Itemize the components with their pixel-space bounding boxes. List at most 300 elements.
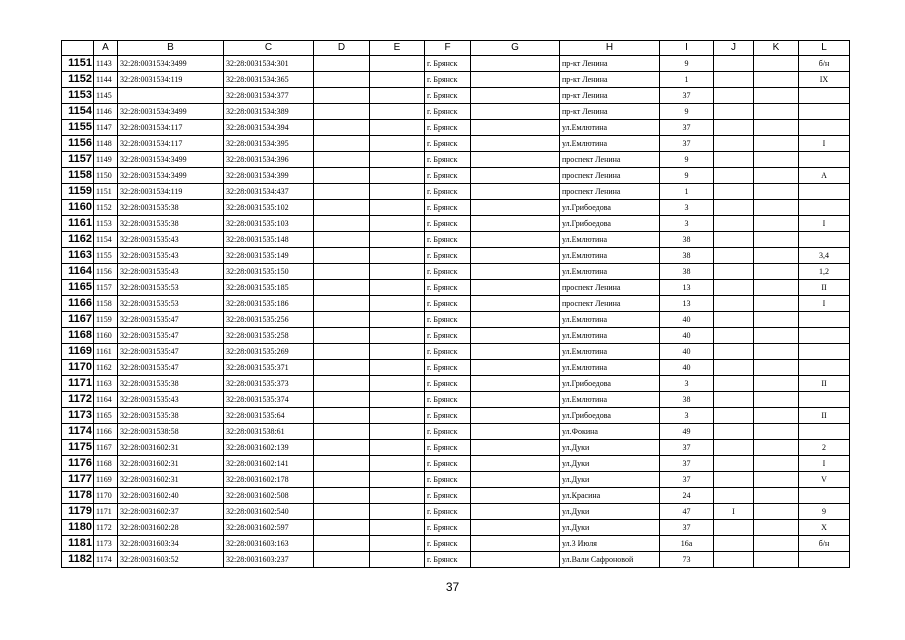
cell-h[interactable]: ул.Емлютина bbox=[560, 136, 660, 152]
cell-i[interactable]: 37 bbox=[660, 472, 714, 488]
cell-f[interactable]: г. Брянск bbox=[425, 296, 471, 312]
cell-e[interactable] bbox=[370, 536, 425, 552]
cell-g[interactable] bbox=[471, 88, 560, 104]
cell-f[interactable]: г. Брянск bbox=[425, 376, 471, 392]
row-number[interactable]: 1167 bbox=[62, 312, 94, 328]
cell-b[interactable]: 32:28:0031534:119 bbox=[118, 184, 224, 200]
cell-i[interactable]: 40 bbox=[660, 360, 714, 376]
cell-b[interactable]: 32:28:0031535:43 bbox=[118, 392, 224, 408]
cell-j[interactable] bbox=[714, 280, 754, 296]
cell-a[interactable]: 1167 bbox=[94, 440, 118, 456]
cell-e[interactable] bbox=[370, 344, 425, 360]
cell-g[interactable] bbox=[471, 120, 560, 136]
cell-c[interactable]: 32:28:0031535:269 bbox=[224, 344, 314, 360]
cell-l[interactable]: IX bbox=[799, 72, 850, 88]
row-number[interactable]: 1179 bbox=[62, 504, 94, 520]
cell-k[interactable] bbox=[754, 520, 799, 536]
cell-g[interactable] bbox=[471, 312, 560, 328]
cell-k[interactable] bbox=[754, 488, 799, 504]
cell-c[interactable]: 32:28:0031534:301 bbox=[224, 56, 314, 72]
cell-c[interactable]: 32:28:0031602:139 bbox=[224, 440, 314, 456]
column-header-g[interactable]: G bbox=[471, 41, 560, 56]
cell-f[interactable]: г. Брянск bbox=[425, 472, 471, 488]
cell-d[interactable] bbox=[314, 392, 370, 408]
cell-c[interactable]: 32:28:0031534:437 bbox=[224, 184, 314, 200]
cell-g[interactable] bbox=[471, 536, 560, 552]
cell-e[interactable] bbox=[370, 280, 425, 296]
cell-c[interactable]: 32:28:0031535:64 bbox=[224, 408, 314, 424]
cell-d[interactable] bbox=[314, 408, 370, 424]
row-number[interactable]: 1165 bbox=[62, 280, 94, 296]
cell-g[interactable] bbox=[471, 56, 560, 72]
cell-j[interactable] bbox=[714, 88, 754, 104]
cell-i[interactable]: 73 bbox=[660, 552, 714, 568]
cell-k[interactable] bbox=[754, 344, 799, 360]
cell-d[interactable] bbox=[314, 232, 370, 248]
cell-h[interactable]: ул.Дуки bbox=[560, 504, 660, 520]
cell-g[interactable] bbox=[471, 216, 560, 232]
cell-c[interactable]: 32:28:0031602:540 bbox=[224, 504, 314, 520]
cell-e[interactable] bbox=[370, 392, 425, 408]
cell-b[interactable]: 32:28:0031535:38 bbox=[118, 200, 224, 216]
cell-l[interactable] bbox=[799, 344, 850, 360]
cell-a[interactable]: 1143 bbox=[94, 56, 118, 72]
cell-a[interactable]: 1163 bbox=[94, 376, 118, 392]
cell-f[interactable]: г. Брянск bbox=[425, 264, 471, 280]
cell-a[interactable]: 1146 bbox=[94, 104, 118, 120]
cell-j[interactable] bbox=[714, 264, 754, 280]
cell-h[interactable]: ул.Красина bbox=[560, 488, 660, 504]
row-number[interactable]: 1153 bbox=[62, 88, 94, 104]
cell-c[interactable]: 32:28:0031534:377 bbox=[224, 88, 314, 104]
row-number[interactable]: 1155 bbox=[62, 120, 94, 136]
cell-l[interactable]: II bbox=[799, 408, 850, 424]
cell-d[interactable] bbox=[314, 104, 370, 120]
cell-d[interactable] bbox=[314, 360, 370, 376]
cell-g[interactable] bbox=[471, 184, 560, 200]
cell-h[interactable]: ул.Дуки bbox=[560, 472, 660, 488]
cell-b[interactable]: 32:28:0031535:43 bbox=[118, 248, 224, 264]
cell-e[interactable] bbox=[370, 520, 425, 536]
cell-d[interactable] bbox=[314, 120, 370, 136]
cell-a[interactable]: 1149 bbox=[94, 152, 118, 168]
cell-f[interactable]: г. Брянск bbox=[425, 152, 471, 168]
cell-b[interactable]: 32:28:0031535:47 bbox=[118, 312, 224, 328]
cell-a[interactable]: 1172 bbox=[94, 520, 118, 536]
row-number[interactable]: 1166 bbox=[62, 296, 94, 312]
cell-i[interactable]: 9 bbox=[660, 104, 714, 120]
cell-f[interactable]: г. Брянск bbox=[425, 312, 471, 328]
cell-b[interactable]: 32:28:0031603:34 bbox=[118, 536, 224, 552]
cell-k[interactable] bbox=[754, 88, 799, 104]
cell-d[interactable] bbox=[314, 520, 370, 536]
cell-f[interactable]: г. Брянск bbox=[425, 88, 471, 104]
cell-j[interactable] bbox=[714, 472, 754, 488]
cell-i[interactable]: 49 bbox=[660, 424, 714, 440]
cell-c[interactable]: 32:28:0031535:185 bbox=[224, 280, 314, 296]
cell-b[interactable]: 32:28:0031602:31 bbox=[118, 472, 224, 488]
cell-f[interactable]: г. Брянск bbox=[425, 344, 471, 360]
cell-d[interactable] bbox=[314, 328, 370, 344]
cell-g[interactable] bbox=[471, 72, 560, 88]
cell-i[interactable]: 1 bbox=[660, 184, 714, 200]
cell-k[interactable] bbox=[754, 216, 799, 232]
column-header-l[interactable]: L bbox=[799, 41, 850, 56]
cell-h[interactable]: ул.Емлютина bbox=[560, 120, 660, 136]
cell-h[interactable]: ул.Емлютина bbox=[560, 392, 660, 408]
cell-h[interactable]: ул.Емлютина bbox=[560, 232, 660, 248]
cell-a[interactable]: 1171 bbox=[94, 504, 118, 520]
cell-k[interactable] bbox=[754, 232, 799, 248]
cell-a[interactable]: 1154 bbox=[94, 232, 118, 248]
cell-i[interactable]: 37 bbox=[660, 88, 714, 104]
cell-a[interactable]: 1153 bbox=[94, 216, 118, 232]
cell-k[interactable] bbox=[754, 56, 799, 72]
cell-b[interactable]: 32:28:0031534:119 bbox=[118, 72, 224, 88]
cell-h[interactable]: проспект Ленина bbox=[560, 296, 660, 312]
row-number[interactable]: 1161 bbox=[62, 216, 94, 232]
cell-a[interactable]: 1169 bbox=[94, 472, 118, 488]
row-number[interactable]: 1154 bbox=[62, 104, 94, 120]
cell-f[interactable]: г. Брянск bbox=[425, 552, 471, 568]
cell-l[interactable]: I bbox=[799, 136, 850, 152]
cell-l[interactable] bbox=[799, 424, 850, 440]
cell-h[interactable]: пр-кт Ленина bbox=[560, 104, 660, 120]
cell-i[interactable]: 1 bbox=[660, 72, 714, 88]
cell-h[interactable]: ул.Фокина bbox=[560, 424, 660, 440]
cell-k[interactable] bbox=[754, 552, 799, 568]
cell-e[interactable] bbox=[370, 440, 425, 456]
cell-e[interactable] bbox=[370, 424, 425, 440]
cell-j[interactable] bbox=[714, 392, 754, 408]
row-number[interactable]: 1169 bbox=[62, 344, 94, 360]
cell-j[interactable] bbox=[714, 248, 754, 264]
cell-a[interactable]: 1165 bbox=[94, 408, 118, 424]
cell-k[interactable] bbox=[754, 504, 799, 520]
cell-a[interactable]: 1162 bbox=[94, 360, 118, 376]
cell-k[interactable] bbox=[754, 104, 799, 120]
cell-b[interactable]: 32:28:0031534:117 bbox=[118, 120, 224, 136]
column-header-d[interactable]: D bbox=[314, 41, 370, 56]
cell-a[interactable]: 1145 bbox=[94, 88, 118, 104]
cell-g[interactable] bbox=[471, 440, 560, 456]
cell-i[interactable]: 24 bbox=[660, 488, 714, 504]
cell-e[interactable] bbox=[370, 360, 425, 376]
cell-g[interactable] bbox=[471, 296, 560, 312]
cell-c[interactable]: 32:28:0031534:389 bbox=[224, 104, 314, 120]
cell-f[interactable]: г. Брянск bbox=[425, 360, 471, 376]
cell-b[interactable]: 32:28:0031534:3499 bbox=[118, 168, 224, 184]
cell-c[interactable]: 32:28:0031535:373 bbox=[224, 376, 314, 392]
cell-i[interactable]: 40 bbox=[660, 344, 714, 360]
row-number[interactable]: 1164 bbox=[62, 264, 94, 280]
cell-l[interactable]: 1,2 bbox=[799, 264, 850, 280]
cell-b[interactable]: 32:28:0031534:3499 bbox=[118, 152, 224, 168]
cell-b[interactable]: 32:28:0031602:37 bbox=[118, 504, 224, 520]
cell-d[interactable] bbox=[314, 344, 370, 360]
row-number[interactable]: 1158 bbox=[62, 168, 94, 184]
cell-h[interactable]: ул.Емлютина bbox=[560, 328, 660, 344]
cell-i[interactable]: 9 bbox=[660, 168, 714, 184]
cell-c[interactable]: 32:28:0031535:102 bbox=[224, 200, 314, 216]
cell-g[interactable] bbox=[471, 472, 560, 488]
cell-h[interactable]: ул.Вали Сафроновой bbox=[560, 552, 660, 568]
column-header-j[interactable]: J bbox=[714, 41, 754, 56]
cell-l[interactable] bbox=[799, 88, 850, 104]
cell-g[interactable] bbox=[471, 408, 560, 424]
cell-l[interactable] bbox=[799, 360, 850, 376]
cell-j[interactable] bbox=[714, 232, 754, 248]
row-number[interactable]: 1156 bbox=[62, 136, 94, 152]
cell-e[interactable] bbox=[370, 472, 425, 488]
cell-i[interactable]: 37 bbox=[660, 520, 714, 536]
column-header-e[interactable]: E bbox=[370, 41, 425, 56]
cell-k[interactable] bbox=[754, 72, 799, 88]
cell-a[interactable]: 1156 bbox=[94, 264, 118, 280]
cell-d[interactable] bbox=[314, 552, 370, 568]
cell-d[interactable] bbox=[314, 168, 370, 184]
cell-f[interactable]: г. Брянск bbox=[425, 136, 471, 152]
cell-i[interactable]: 37 bbox=[660, 440, 714, 456]
cell-g[interactable] bbox=[471, 232, 560, 248]
cell-g[interactable] bbox=[471, 488, 560, 504]
cell-g[interactable] bbox=[471, 168, 560, 184]
cell-i[interactable]: 40 bbox=[660, 312, 714, 328]
cell-j[interactable] bbox=[714, 136, 754, 152]
cell-h[interactable]: проспект Ленина bbox=[560, 152, 660, 168]
row-number[interactable]: 1182 bbox=[62, 552, 94, 568]
cell-i[interactable]: 40 bbox=[660, 328, 714, 344]
cell-g[interactable] bbox=[471, 344, 560, 360]
cell-a[interactable]: 1148 bbox=[94, 136, 118, 152]
cell-b[interactable]: 32:28:0031535:38 bbox=[118, 408, 224, 424]
cell-f[interactable]: г. Брянск bbox=[425, 248, 471, 264]
cell-d[interactable] bbox=[314, 184, 370, 200]
cell-h[interactable]: пр-кт Ленина bbox=[560, 88, 660, 104]
cell-l[interactable]: I bbox=[799, 216, 850, 232]
cell-e[interactable] bbox=[370, 120, 425, 136]
cell-b[interactable]: 32:28:0031535:47 bbox=[118, 344, 224, 360]
cell-a[interactable]: 1173 bbox=[94, 536, 118, 552]
cell-j[interactable] bbox=[714, 120, 754, 136]
cell-k[interactable] bbox=[754, 200, 799, 216]
cell-c[interactable]: 32:28:0031602:178 bbox=[224, 472, 314, 488]
row-number[interactable]: 1180 bbox=[62, 520, 94, 536]
cell-b[interactable]: 32:28:0031534:117 bbox=[118, 136, 224, 152]
row-number[interactable]: 1176 bbox=[62, 456, 94, 472]
cell-h[interactable]: ул.Дуки bbox=[560, 456, 660, 472]
cell-l[interactable]: 3,4 bbox=[799, 248, 850, 264]
cell-h[interactable]: ул.Емлютина bbox=[560, 264, 660, 280]
cell-l[interactable]: I bbox=[799, 456, 850, 472]
cell-k[interactable] bbox=[754, 168, 799, 184]
cell-k[interactable] bbox=[754, 328, 799, 344]
cell-i[interactable]: 3 bbox=[660, 376, 714, 392]
cell-f[interactable]: г. Брянск bbox=[425, 280, 471, 296]
cell-e[interactable] bbox=[370, 504, 425, 520]
cell-d[interactable] bbox=[314, 456, 370, 472]
cell-d[interactable] bbox=[314, 248, 370, 264]
cell-f[interactable]: г. Брянск bbox=[425, 440, 471, 456]
cell-g[interactable] bbox=[471, 264, 560, 280]
cell-b[interactable]: 32:28:0031602:31 bbox=[118, 456, 224, 472]
cell-e[interactable] bbox=[370, 72, 425, 88]
cell-d[interactable] bbox=[314, 296, 370, 312]
cell-f[interactable]: г. Брянск bbox=[425, 424, 471, 440]
row-number[interactable]: 1174 bbox=[62, 424, 94, 440]
cell-f[interactable]: г. Брянск bbox=[425, 184, 471, 200]
cell-l[interactable]: б/н bbox=[799, 56, 850, 72]
cell-i[interactable]: 37 bbox=[660, 136, 714, 152]
cell-a[interactable]: 1174 bbox=[94, 552, 118, 568]
column-header-h[interactable]: H bbox=[560, 41, 660, 56]
cell-f[interactable]: г. Брянск bbox=[425, 56, 471, 72]
column-header-a[interactable]: A bbox=[94, 41, 118, 56]
cell-c[interactable]: 32:28:0031535:374 bbox=[224, 392, 314, 408]
cell-c[interactable]: 32:28:0031535:258 bbox=[224, 328, 314, 344]
cell-k[interactable] bbox=[754, 184, 799, 200]
cell-h[interactable]: ул.3 Июля bbox=[560, 536, 660, 552]
cell-f[interactable]: г. Брянск bbox=[425, 408, 471, 424]
cell-g[interactable] bbox=[471, 360, 560, 376]
cell-e[interactable] bbox=[370, 216, 425, 232]
cell-i[interactable]: 37 bbox=[660, 456, 714, 472]
cell-a[interactable]: 1158 bbox=[94, 296, 118, 312]
cell-a[interactable]: 1151 bbox=[94, 184, 118, 200]
cell-k[interactable] bbox=[754, 248, 799, 264]
cell-b[interactable]: 32:28:0031534:3499 bbox=[118, 104, 224, 120]
cell-k[interactable] bbox=[754, 136, 799, 152]
cell-l[interactable] bbox=[799, 312, 850, 328]
cell-k[interactable] bbox=[754, 280, 799, 296]
cell-g[interactable] bbox=[471, 152, 560, 168]
cell-j[interactable] bbox=[714, 152, 754, 168]
cell-c[interactable]: 32:28:0031535:103 bbox=[224, 216, 314, 232]
cell-d[interactable] bbox=[314, 264, 370, 280]
column-header-f[interactable]: F bbox=[425, 41, 471, 56]
cell-f[interactable]: г. Брянск bbox=[425, 328, 471, 344]
cell-h[interactable]: пр-кт Ленина bbox=[560, 56, 660, 72]
cell-a[interactable]: 1144 bbox=[94, 72, 118, 88]
cell-e[interactable] bbox=[370, 264, 425, 280]
cell-d[interactable] bbox=[314, 216, 370, 232]
cell-l[interactable]: II bbox=[799, 280, 850, 296]
cell-j[interactable] bbox=[714, 360, 754, 376]
cell-k[interactable] bbox=[754, 392, 799, 408]
cell-j[interactable] bbox=[714, 312, 754, 328]
cell-e[interactable] bbox=[370, 56, 425, 72]
cell-h[interactable]: ул.Емлютина bbox=[560, 248, 660, 264]
cell-a[interactable]: 1152 bbox=[94, 200, 118, 216]
cell-i[interactable]: 13 bbox=[660, 280, 714, 296]
cell-h[interactable]: пр-кт Ленина bbox=[560, 72, 660, 88]
cell-b[interactable]: 32:28:0031535:53 bbox=[118, 296, 224, 312]
cell-l[interactable] bbox=[799, 200, 850, 216]
cell-e[interactable] bbox=[370, 488, 425, 504]
cell-f[interactable]: г. Брянск bbox=[425, 392, 471, 408]
cell-e[interactable] bbox=[370, 312, 425, 328]
cell-g[interactable] bbox=[471, 520, 560, 536]
cell-i[interactable]: 9 bbox=[660, 56, 714, 72]
cell-g[interactable] bbox=[471, 456, 560, 472]
cell-i[interactable]: 37 bbox=[660, 120, 714, 136]
row-number[interactable]: 1162 bbox=[62, 232, 94, 248]
cell-g[interactable] bbox=[471, 248, 560, 264]
cell-c[interactable]: 32:28:0031535:148 bbox=[224, 232, 314, 248]
cell-i[interactable]: 38 bbox=[660, 264, 714, 280]
cell-g[interactable] bbox=[471, 280, 560, 296]
cell-j[interactable] bbox=[714, 408, 754, 424]
cell-f[interactable]: г. Брянск bbox=[425, 488, 471, 504]
cell-f[interactable]: г. Брянск bbox=[425, 104, 471, 120]
cell-f[interactable]: г. Брянск bbox=[425, 520, 471, 536]
row-number[interactable]: 1151 bbox=[62, 56, 94, 72]
cell-f[interactable]: г. Брянск bbox=[425, 120, 471, 136]
cell-j[interactable] bbox=[714, 520, 754, 536]
row-number[interactable]: 1159 bbox=[62, 184, 94, 200]
cell-h[interactable]: ул.Емлютина bbox=[560, 344, 660, 360]
cell-e[interactable] bbox=[370, 152, 425, 168]
cell-g[interactable] bbox=[471, 552, 560, 568]
cell-c[interactable]: 32:28:0031603:163 bbox=[224, 536, 314, 552]
cell-f[interactable]: г. Брянск bbox=[425, 536, 471, 552]
cell-k[interactable] bbox=[754, 296, 799, 312]
cell-f[interactable]: г. Брянск bbox=[425, 72, 471, 88]
cell-d[interactable] bbox=[314, 200, 370, 216]
cell-d[interactable] bbox=[314, 312, 370, 328]
cell-h[interactable]: проспект Ленина bbox=[560, 280, 660, 296]
cell-d[interactable] bbox=[314, 504, 370, 520]
cell-j[interactable] bbox=[714, 296, 754, 312]
column-header-c[interactable]: C bbox=[224, 41, 314, 56]
cell-i[interactable]: 3 bbox=[660, 408, 714, 424]
cell-j[interactable] bbox=[714, 488, 754, 504]
cell-i[interactable]: 9 bbox=[660, 152, 714, 168]
cell-b[interactable]: 32:28:0031534:3499 bbox=[118, 56, 224, 72]
cell-c[interactable]: 32:28:0031603:237 bbox=[224, 552, 314, 568]
cell-e[interactable] bbox=[370, 200, 425, 216]
cell-k[interactable] bbox=[754, 472, 799, 488]
cell-c[interactable]: 32:28:0031534:399 bbox=[224, 168, 314, 184]
cell-a[interactable]: 1166 bbox=[94, 424, 118, 440]
cell-e[interactable] bbox=[370, 328, 425, 344]
cell-d[interactable] bbox=[314, 88, 370, 104]
cell-h[interactable]: ул.Грибоедова bbox=[560, 376, 660, 392]
cell-j[interactable] bbox=[714, 456, 754, 472]
corner-header-cell[interactable] bbox=[62, 41, 94, 56]
cell-c[interactable]: 32:28:0031535:256 bbox=[224, 312, 314, 328]
cell-a[interactable]: 1160 bbox=[94, 328, 118, 344]
cell-l[interactable] bbox=[799, 120, 850, 136]
cell-l[interactable]: 9 bbox=[799, 504, 850, 520]
cell-a[interactable]: 1155 bbox=[94, 248, 118, 264]
cell-b[interactable] bbox=[118, 88, 224, 104]
cell-i[interactable]: 16а bbox=[660, 536, 714, 552]
cell-b[interactable]: 32:28:0031538:58 bbox=[118, 424, 224, 440]
cell-h[interactable]: проспект Ленина bbox=[560, 184, 660, 200]
row-number[interactable]: 1178 bbox=[62, 488, 94, 504]
cell-l[interactable] bbox=[799, 552, 850, 568]
cell-e[interactable] bbox=[370, 456, 425, 472]
row-number[interactable]: 1171 bbox=[62, 376, 94, 392]
cell-b[interactable]: 32:28:0031602:40 bbox=[118, 488, 224, 504]
row-number[interactable]: 1157 bbox=[62, 152, 94, 168]
cell-e[interactable] bbox=[370, 408, 425, 424]
cell-j[interactable] bbox=[714, 376, 754, 392]
cell-i[interactable]: 38 bbox=[660, 232, 714, 248]
cell-e[interactable] bbox=[370, 552, 425, 568]
row-number[interactable]: 1163 bbox=[62, 248, 94, 264]
